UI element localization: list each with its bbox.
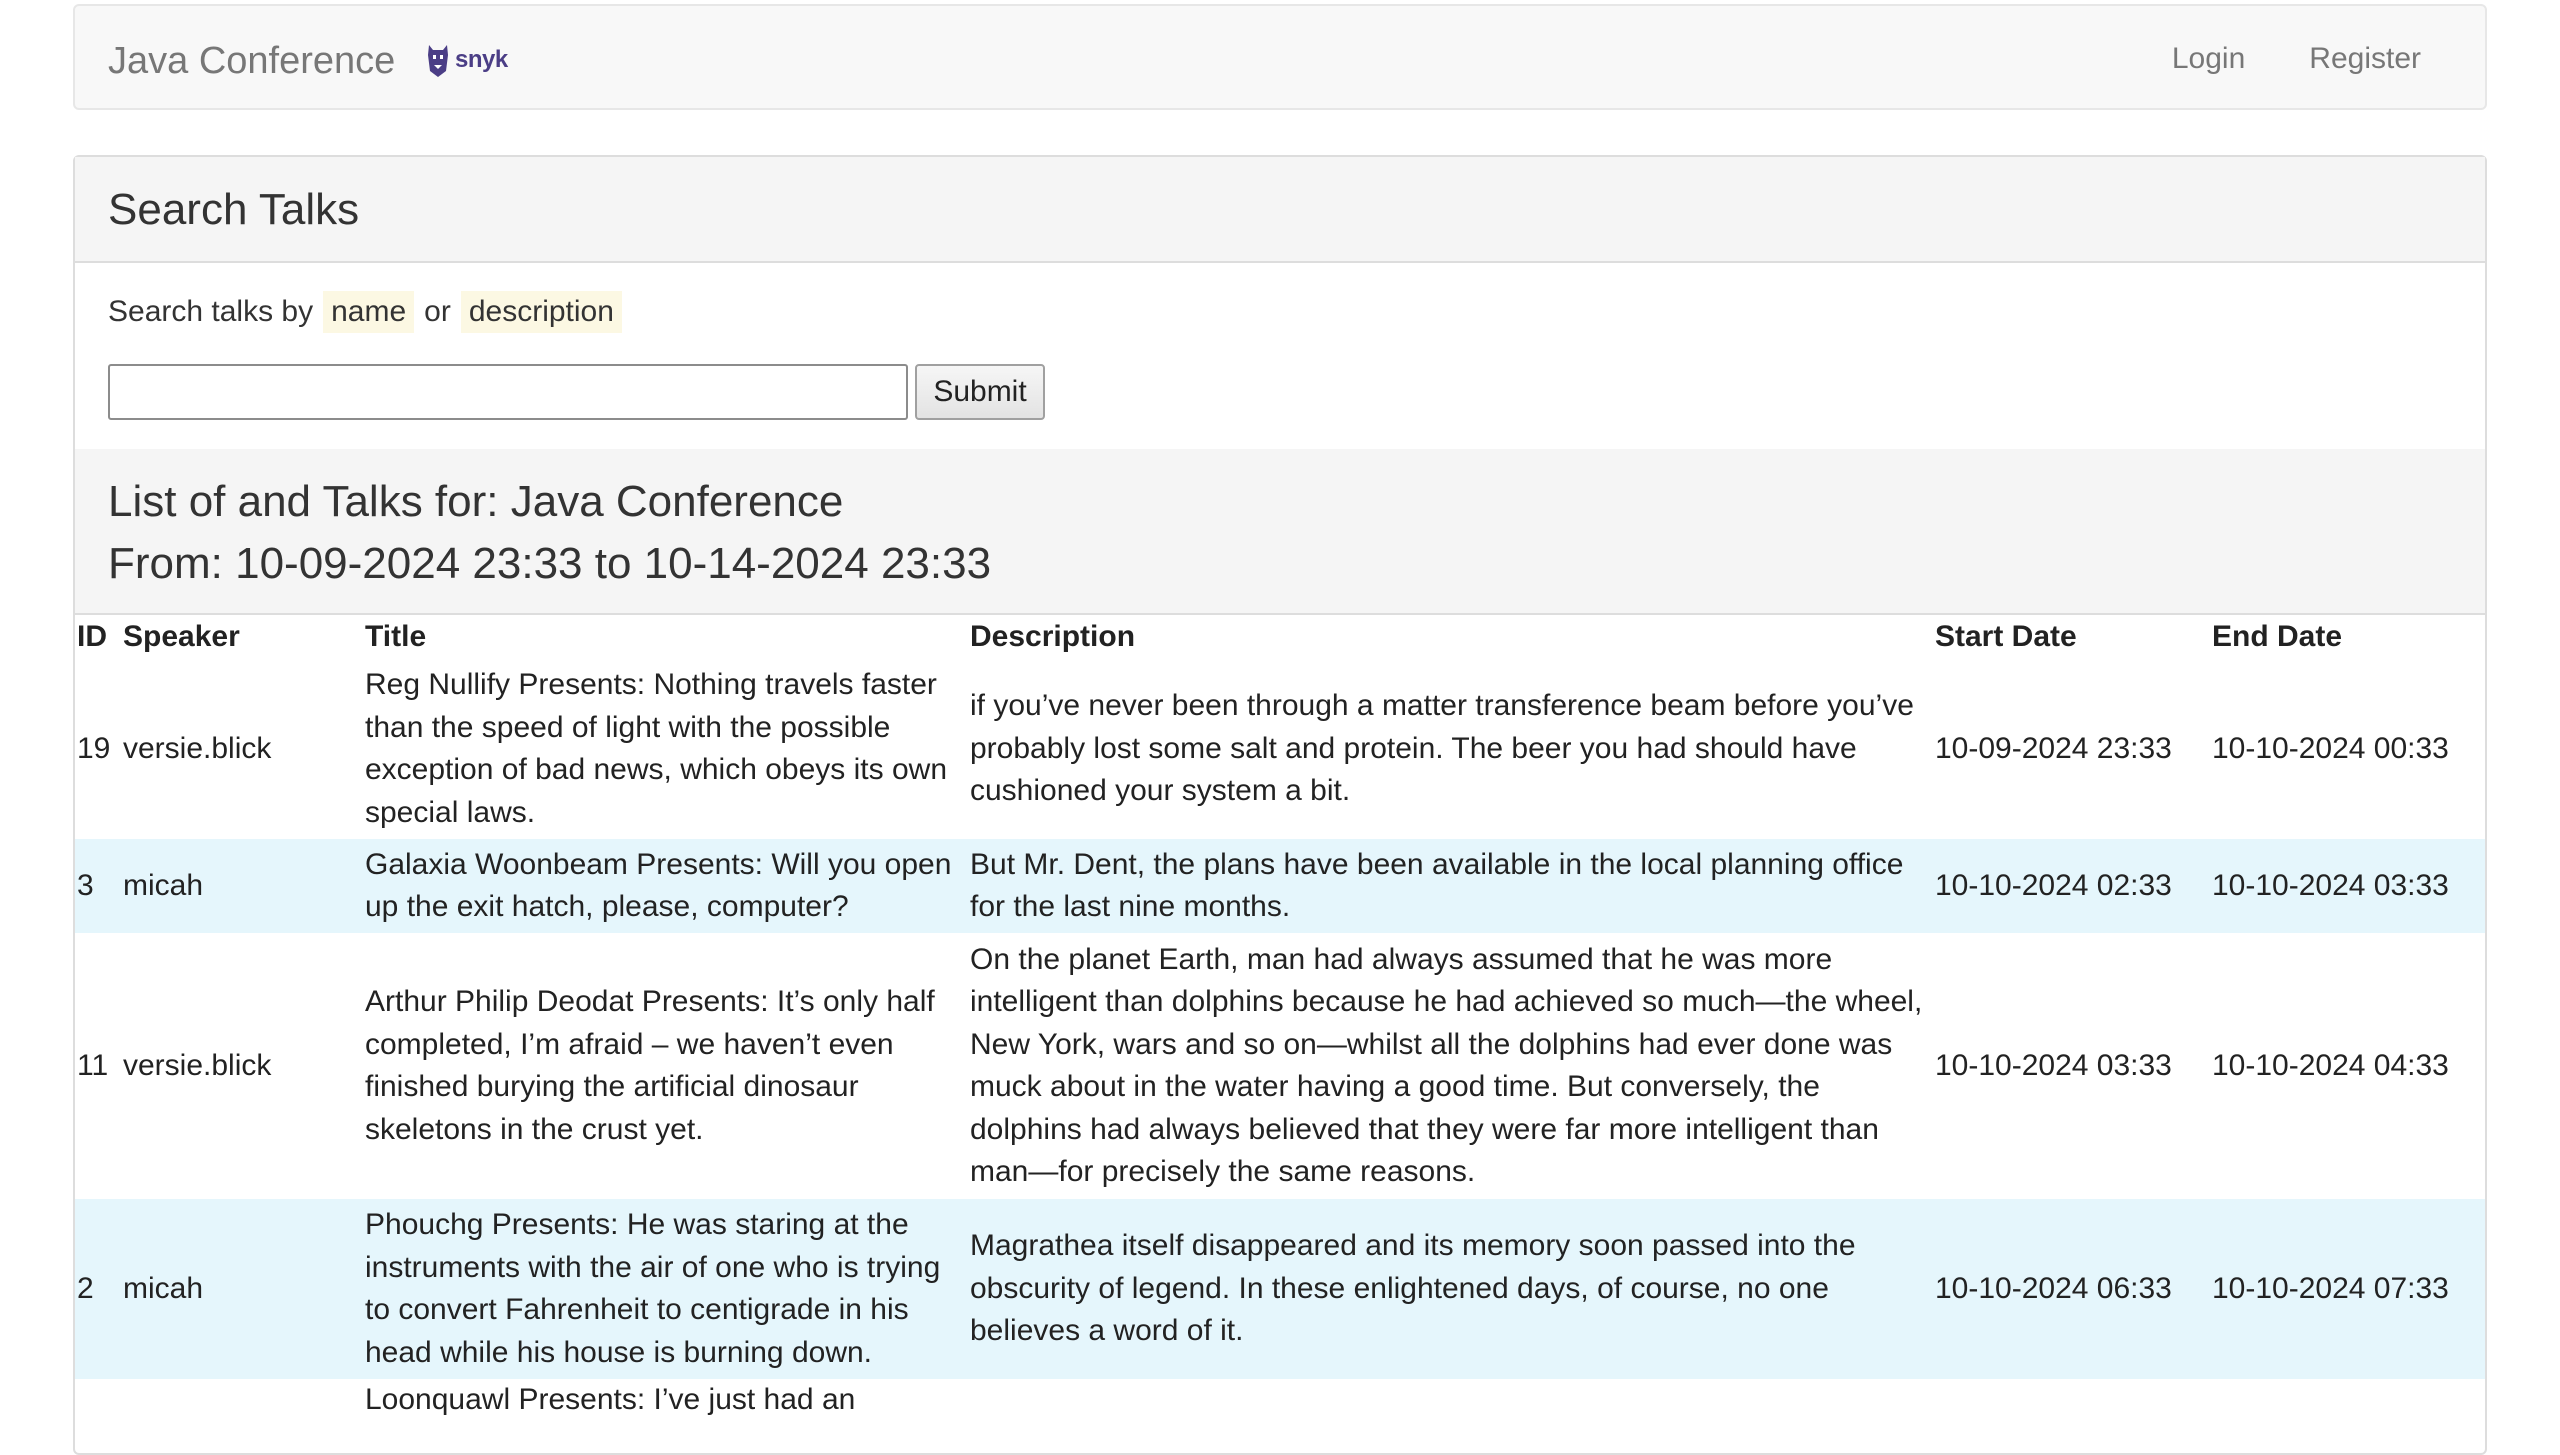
talk-list-heading — [75, 449, 2485, 615]
cell-id: 11 — [77, 1048, 109, 1082]
snyk-logo-text: snyk — [455, 46, 508, 73]
register-link[interactable]: Register — [2309, 42, 2421, 75]
table-row — [75, 659, 2485, 839]
brand-link[interactable]: Java Conference — [108, 40, 396, 82]
column-header-id: ID — [77, 620, 107, 653]
cell-end-date: 10-10-2024 04:33 — [2212, 1048, 2449, 1082]
cell-id: 2 — [75, 1199, 123, 1379]
panel-title: Search Talks — [75, 157, 2485, 263]
table-row — [75, 1199, 2485, 1379]
cell-id — [75, 1379, 123, 1439]
cell-start-date: 10-10-2024 03:33 — [1935, 1048, 2172, 1082]
column-header-start-date: Start Date — [1935, 620, 2077, 653]
search-label-description: description — [461, 291, 622, 333]
cell-start-date: 10-10-2024 06:33 — [1935, 1199, 2212, 1379]
cell-id: 19 — [77, 731, 111, 765]
cell-speaker: micah — [123, 1199, 365, 1379]
cell-description: But Mr. Dent, the plans have been available in the local planning office for the last nine months. — [970, 839, 1935, 933]
column-header-title: Title — [365, 620, 427, 653]
column-header-end-date: End Date — [2212, 620, 2343, 653]
cell-speaker: micah — [123, 839, 365, 933]
talks-table — [75, 615, 2485, 1439]
snyk-logo — [425, 40, 508, 80]
submit-button[interactable]: Submit — [915, 364, 1045, 420]
table-row — [75, 1379, 2485, 1439]
login-link[interactable]: Login — [2171, 42, 2246, 75]
search-label — [108, 291, 622, 333]
cell-end-date — [2212, 1379, 2485, 1439]
cell-start-date: 10-10-2024 02:33 — [1935, 839, 2212, 933]
cell-speaker — [123, 1379, 365, 1439]
table-header-row — [75, 615, 2485, 659]
cell-start-date — [1935, 1379, 2212, 1439]
cell-speaker: versie.blick — [123, 731, 272, 765]
cell-title: Phouchg Presents: He was staring at the instruments with the air of one who is trying to convert Fahrenheit to centigrade in his head while his house is burning down. — [365, 1199, 970, 1379]
search-label-name: name — [323, 291, 414, 333]
cell-end-date: 10-10-2024 03:33 — [2212, 839, 2485, 933]
search-talks-panel — [73, 155, 2487, 1455]
navbar — [73, 4, 2487, 110]
cell-id: 3 — [75, 839, 123, 933]
cell-end-date: 10-10-2024 07:33 — [2212, 1199, 2485, 1379]
snyk-dog-icon — [425, 41, 451, 79]
search-label-prefix: Search talks by — [108, 295, 314, 328]
search-input[interactable] — [108, 364, 908, 420]
search-label-or: or — [424, 295, 451, 328]
search-form — [75, 263, 2485, 449]
cell-description — [970, 1379, 1935, 1439]
cell-title: Arthur Philip Deodat Presents: It’s only half completed, I’m afraid – we haven’t even finished burying the artificial dinosaur skeletons in the crust yet. — [365, 985, 935, 1146]
column-header-speaker: Speaker — [123, 620, 240, 653]
cell-title: Galaxia Woonbeam Presents: Will you open up the exit hatch, please, computer? — [365, 839, 970, 933]
nav-links — [2172, 6, 2421, 112]
cell-description: On the planet Earth, man had always assumed that he was more intelligent than dolphins because he had achieved so much—the wheel, New York, wars and so on—whilst all the dolphins had ever done was muck about in the water having a good time. But conversely, the dolphins had always believed that they were far more intelligent than man—for precisely the same reasons. — [970, 942, 1923, 1188]
cell-title: Reg Nullify Presents: Nothing travels faster than the speed of light with the possible exception of bad news, which obeys its own special laws. — [365, 668, 947, 829]
column-header-description: Description — [970, 620, 1136, 653]
cell-start-date: 10-09-2024 23:33 — [1935, 731, 2172, 765]
table-row — [75, 933, 2485, 1199]
table-row — [75, 839, 2485, 933]
cell-description: if you’ve never been through a matter transference beam before you’ve probably lost some salt and protein. The beer you had should have cushioned your system a bit. — [970, 689, 1914, 808]
talk-list-title: List of and Talks for: Java Conference — [108, 477, 844, 526]
talk-list-date-range: From: 10-09-2024 23:33 to 10-14-2024 23:33 — [108, 539, 992, 588]
cell-end-date: 10-10-2024 00:33 — [2212, 731, 2449, 765]
cell-title: Loonquawl Presents: I’ve just had an — [365, 1383, 856, 1416]
cell-speaker: versie.blick — [123, 1048, 272, 1082]
cell-description: Magrathea itself disappeared and its memory soon passed into the obscurity of legend. In these enlightened days, of course, no one believes a word of it. — [970, 1199, 1935, 1379]
